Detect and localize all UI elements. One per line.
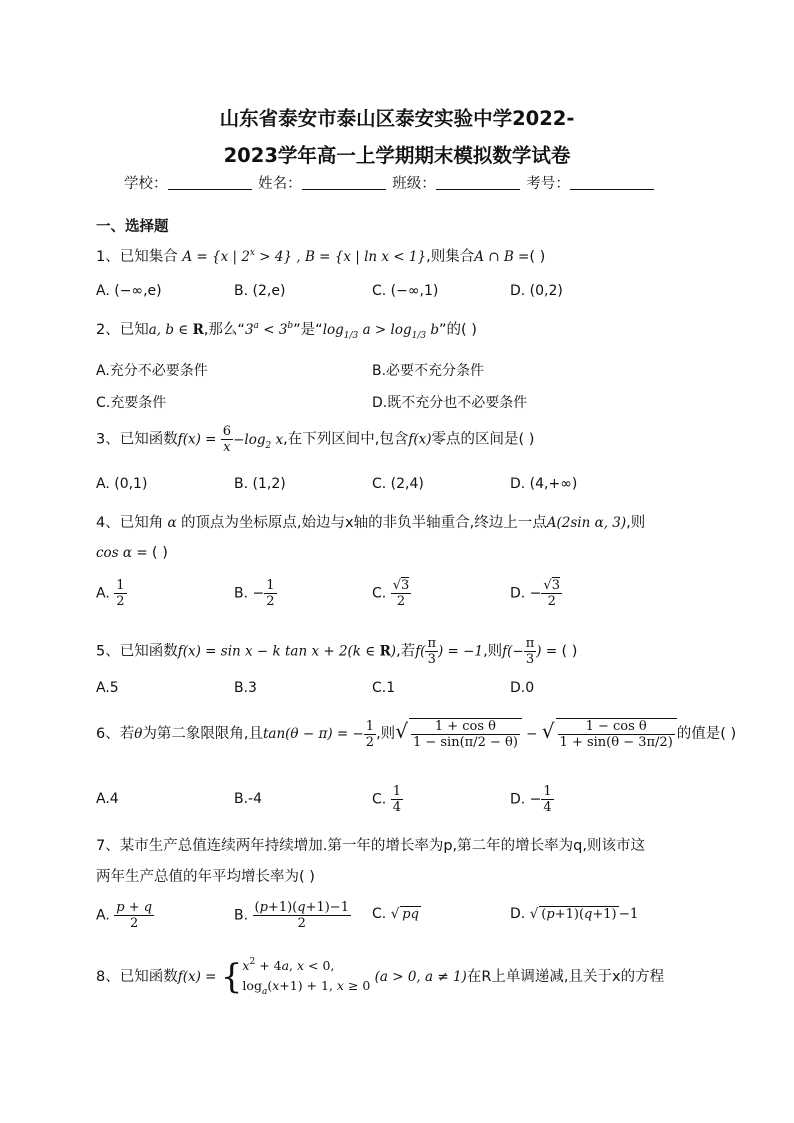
question-4-line2: cos α = ( ) [96,545,168,561]
q1-formula: A = {x | $2^x > 4$} , B = {x | ln x < 1} [182,248,427,265]
exam-title-line1: 山东省泰安市泰山区泰安实验中学2022- [219,107,575,130]
name-label: 姓名： [258,176,302,192]
q4-option-b[interactable]: B. − $\frac{1}{2}$ [234,578,275,609]
q1-option-c[interactable]: C. (−∞,1) [372,283,439,299]
q2-option-b[interactable]: B.必要不充分条件 [372,363,485,379]
q2-option-d[interactable]: D.既不充分也不必要条件 [372,395,528,411]
q5-option-a[interactable]: A.5 [96,680,119,696]
q3-option-a[interactable]: A. (0,1) [96,476,148,492]
q8-piecewise: $x^2 + 4a$, x < 0, $\log_a(x+1) + 1$, x ≥ 0 [242,957,371,997]
q4-option-a[interactable]: A. $\frac{1}{2}$ [96,578,125,609]
q6-option-a[interactable]: A.4 [96,791,119,807]
q2-option-a[interactable]: A.充分不必要条件 [96,363,208,379]
brace-symbol: { [220,957,243,997]
q7-option-a[interactable]: A. $\frac{p + q}{2}$ [96,900,153,931]
exam-number-label: 考号： [526,176,570,192]
q3-option-b[interactable]: B. (1,2) [234,476,286,492]
q7-option-d[interactable]: D. √ (p+1)(q+1) −1 [510,906,639,922]
q3-option-c[interactable]: C. (2,4) [372,476,424,492]
question-7-line2: 两年生产总值的年平均增长率为( ) [96,869,315,885]
q7-option-c[interactable]: C. √ pq [372,906,419,922]
class-blank[interactable] [436,175,520,190]
q4-option-c[interactable]: C. $\frac{√3}{2}$ [372,578,410,609]
q6-sqrt-1: $\frac{\text{1 + cos θ}}{1 - \sin(\pi/2 - \theta)}$ [409,718,522,750]
question-4: 4、已知角 α 的顶点为坐标原点,始边与x轴的非负半轴重合,终边上一点A(2sin α, 3),则 [96,515,646,531]
q6-option-d[interactable]: D. − $\frac{1}{4}$ [510,784,552,815]
q6-option-b[interactable]: B.-4 [234,791,263,807]
school-label: 学校： [124,176,168,192]
student-info-row [124,172,656,193]
q3-option-d[interactable]: D. (4,+∞) [510,476,578,492]
q6-option-c[interactable]: C. $\frac{1}{4}$ [372,784,401,815]
section-heading: 一、选择题 [96,219,169,235]
school-blank[interactable] [168,175,252,190]
q7-option-b[interactable]: B. $\frac{(p+1)(q+1)-1}{2}$ [234,900,349,931]
q2-option-c[interactable]: C.充要条件 [96,395,167,411]
q5-option-c[interactable]: C.1 [372,680,396,696]
q1-option-a[interactable]: A. (−∞,e) [96,283,162,299]
question-8: 8、已知函数$f(x) = \{x^2 + 4a$, x < 0, $\log_a(x+1) + 1$, x ≥ 0 (a > 0, a ≠ 1)在R上单调递减,且关于x的方程 [96,952,664,1002]
question-3: 3、已知函数f(x) = $\frac{6}{x}$ $-\log_2$ x,在下列区间中,包含f(x)零点的区间是( ) [96,424,535,455]
q1-option-b[interactable]: B. (2,e) [234,283,286,299]
q1-option-d[interactable]: D. (0,2) [510,283,563,299]
class-label: 班级： [392,176,436,192]
question-7: 7、某市生产总值连续两年持续增加.第一年的增长率为p,第二年的增长率为q,则该市这 [96,838,645,854]
question-6: 6、若θ为第二象限限角,且tan(θ − π) = − $\frac{1}{2}$ ,则√ $\frac{\text{1 + cos θ}}{1 - \sin(\pi/2 - \theta)}$ − √ $\frac{\text{1 − cos θ}}{1 + \sin(\theta - 3\pi/2)}$ 的值是( ) [96,718,737,750]
exam-number-blank[interactable] [570,175,654,190]
question-2: 2、已知a, b ∈ R,那么“$3^a < 3^b$”是“$\log_{1/3}$ $a > \log_{1/3} b$”的( ) [96,321,477,341]
question-5: 5、已知函数f(x) = sin x − k tan x + 2(k ∈ R),若f( $\frac{\pi}{3}$ ) = −1,则f(− $\frac{\pi}{3}$ ) = ( ) [96,636,578,667]
q4-option-d[interactable]: D. − $\frac{√3}{2}$ [510,578,560,609]
name-blank[interactable] [302,175,386,190]
q5-option-b[interactable]: B.3 [234,680,257,696]
question-1: 1、已知集合 A = {x | $2^x > 4$} , B = {x | ln x < 1},则集合A ∩ B =( ) [96,248,546,265]
q5-option-d[interactable]: D.0 [510,680,535,696]
exam-title-line2: 2023学年高一上学期期末模拟数学试卷 [223,144,571,167]
q6-sqrt-2: $\frac{\text{1 − cos θ}}{1 + \sin(\theta - 3\pi/2)}$ [556,718,677,750]
